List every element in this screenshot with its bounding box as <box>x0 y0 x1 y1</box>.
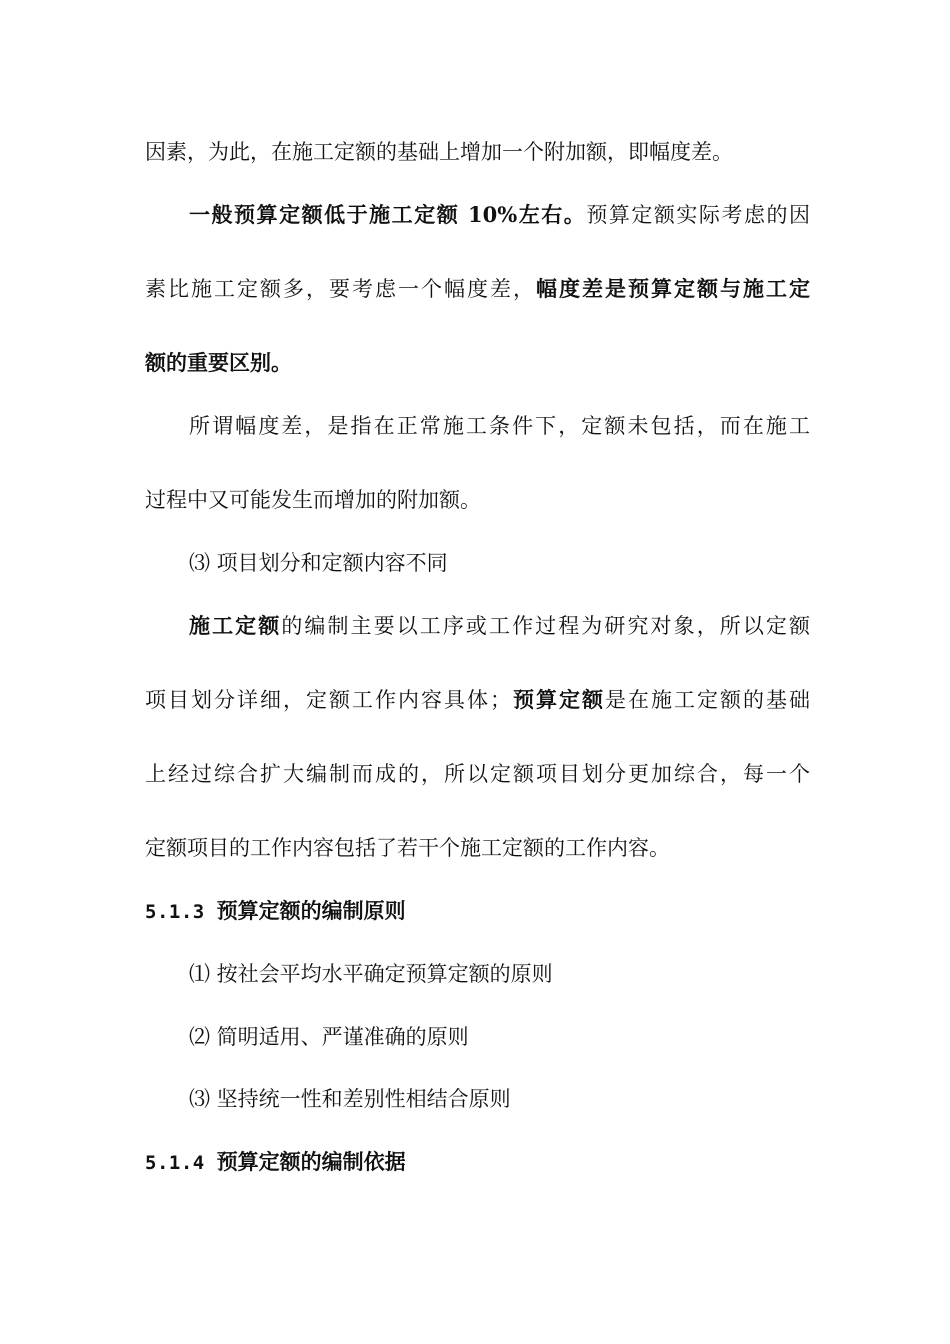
list-item <box>189 549 854 577</box>
paragraph-line <box>189 412 810 440</box>
bold-text: 预算定额 <box>511 687 605 712</box>
text: 是在施工定额的基础 <box>605 688 810 712</box>
list-item <box>189 1085 854 1113</box>
section-number: 5.1.3 <box>145 901 205 923</box>
text: 预算定额实际考虑的因 <box>586 203 810 227</box>
bold-text: 额的重要区别。 <box>145 350 292 375</box>
paragraph-line <box>145 138 810 166</box>
paragraph-line <box>145 686 810 714</box>
section-heading-514 <box>145 1148 810 1177</box>
paragraph-line <box>189 612 810 640</box>
text: 素比施工定额多，要考虑一个幅度差， <box>145 277 536 301</box>
paragraph-line <box>145 349 810 377</box>
paragraph-line <box>145 760 810 788</box>
text: 上经过综合扩大编制而成的，所以定额项目划分更加综合，每一个 <box>145 762 810 786</box>
list-item <box>189 960 854 988</box>
text: 因素，为此，在施工定额的基础上增加一个附加额，即幅度差。 <box>145 140 733 164</box>
paragraph-line <box>145 275 810 303</box>
paragraph-line <box>145 486 810 514</box>
list-item <box>189 1023 854 1051</box>
bold-text: 施工定额 <box>189 613 282 638</box>
section-title: 预算定额的编制原则 <box>216 898 406 923</box>
text: ⑴ 按社会平均水平确定预算定额的原则 <box>189 962 553 986</box>
text: 过程中又可能发生而增加的附加额。 <box>145 488 481 512</box>
section-heading-513 <box>145 897 810 926</box>
paragraph-line <box>189 201 810 229</box>
text: 所谓幅度差，是指在正常施工条件下，定额未包括，而在施工 <box>189 414 810 438</box>
bold-text: 幅度差是预算定额与施工定 <box>536 276 810 301</box>
text: 项目划分详细，定额工作内容具体； <box>145 688 511 712</box>
text: 的编制主要以工序或工作过程为研究对象，所以定额 <box>281 614 810 638</box>
paragraph-line <box>145 834 810 862</box>
text: ⑶ 坚持统一性和差别性相结合原则 <box>189 1087 511 1111</box>
section-title: 预算定额的编制依据 <box>216 1149 406 1174</box>
text: 定额项目的工作内容包括了若干个施工定额的工作内容。 <box>145 836 670 860</box>
text: ⑵ 简明适用、严谨准确的原则 <box>189 1025 469 1049</box>
section-number: 5.1.4 <box>145 1152 205 1174</box>
bold-text: 一般预算定额低于施工定额 10%左右。 <box>189 202 587 227</box>
text: ⑶ 项目划分和定额内容不同 <box>189 551 448 575</box>
